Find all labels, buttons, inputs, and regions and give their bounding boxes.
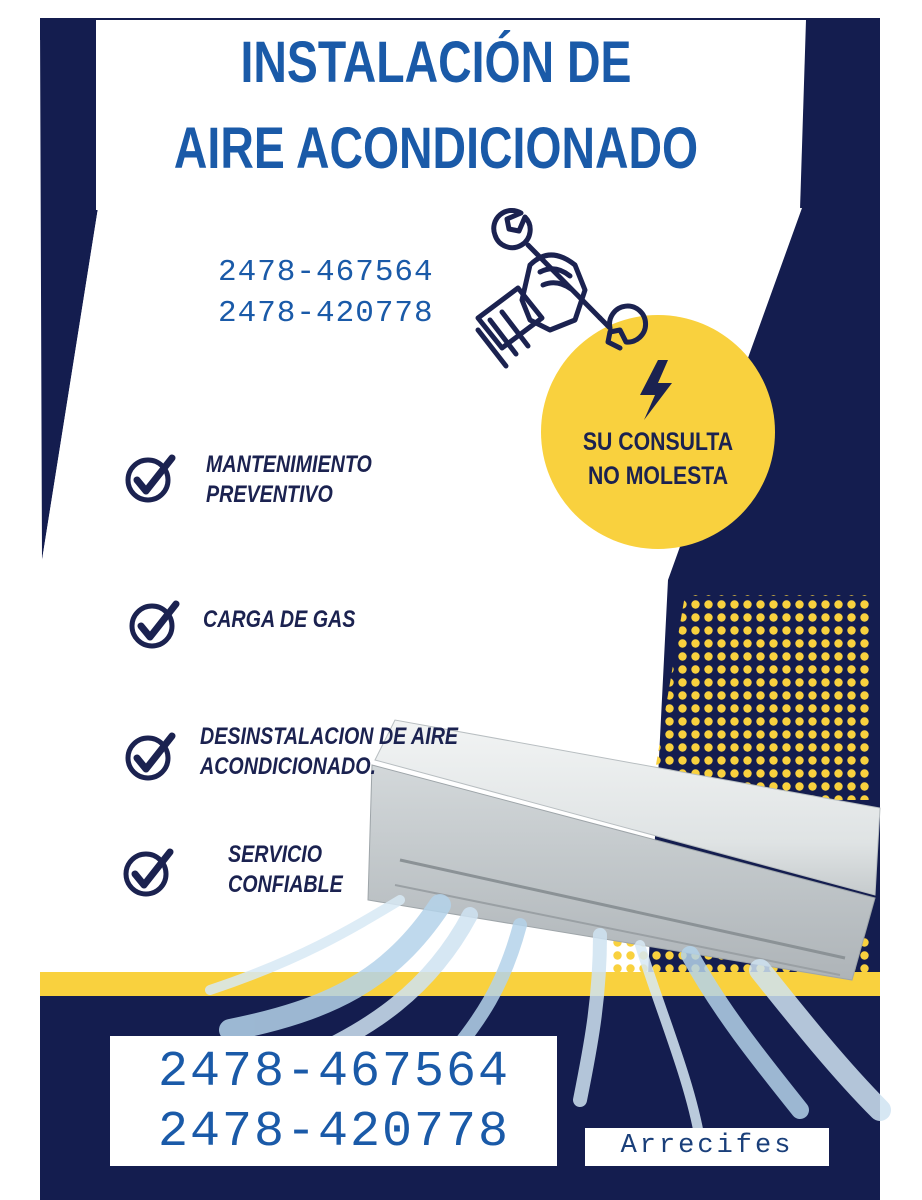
phone-footer-2[interactable]: 2478-420778 bbox=[158, 1104, 511, 1161]
service-4-line-2: CONFIABLE bbox=[228, 871, 343, 898]
service-2-line-1: CARGA DE GAS bbox=[203, 606, 356, 633]
check-circle-icon bbox=[120, 844, 176, 900]
service-3-line-2: ACONDICIONADO. bbox=[200, 753, 377, 780]
check-circle-icon bbox=[126, 596, 182, 652]
phone-footer-1[interactable]: 2478-467564 bbox=[158, 1044, 511, 1101]
phone-top-2[interactable]: 2478-420778 bbox=[218, 296, 434, 331]
title-line-2: AIRE ACONDICIONADO bbox=[173, 116, 699, 181]
badge-line-1: SU CONSULTA bbox=[582, 428, 734, 456]
service-1-line-2: PREVENTIVO bbox=[206, 481, 333, 508]
service-3-line-1: DESINSTALACION DE AIRE bbox=[200, 723, 459, 750]
city-label: Arrecifes bbox=[620, 1131, 794, 1161]
dot-pattern-upper bbox=[650, 595, 870, 800]
check-circle-icon bbox=[122, 728, 178, 784]
check-circle-icon bbox=[122, 450, 178, 506]
phone-top-1[interactable]: 2478-467564 bbox=[218, 255, 434, 290]
service-4-line-1: SERVICIO bbox=[228, 841, 323, 868]
service-1-line-1: MANTENIMIENTO bbox=[206, 451, 372, 478]
badge-line-2: NO MOLESTA bbox=[587, 462, 729, 490]
title-line-1: INSTALACIÓN DE bbox=[240, 30, 632, 95]
navy-footer-edge bbox=[0, 1010, 40, 1200]
